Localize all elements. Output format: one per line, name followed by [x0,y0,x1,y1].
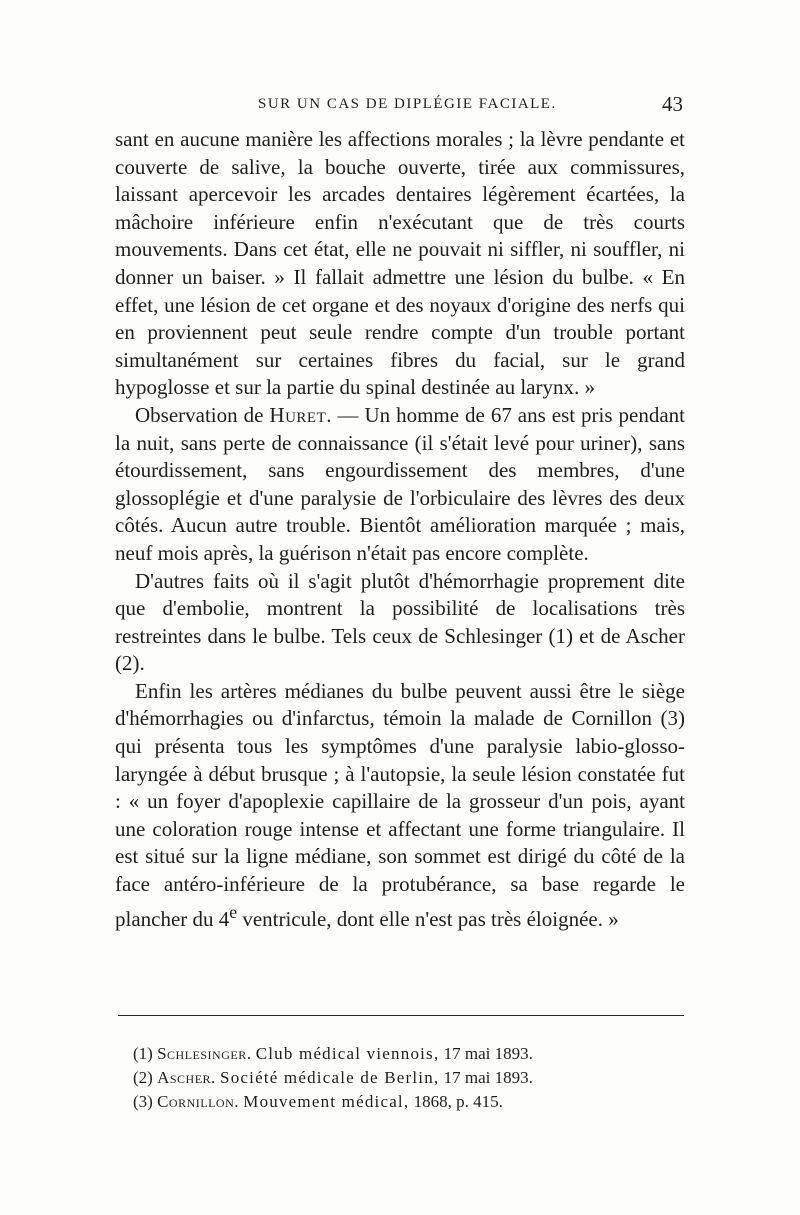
page-number: 43 [662,92,683,116]
footnote-divider [118,1015,684,1016]
footnote-author: Ascher. [157,1068,216,1087]
footnote-number: (2) [133,1068,153,1087]
footnote-source: Club médical viennois, [255,1044,440,1063]
footnote-author: Cornillon. [157,1092,239,1111]
footnote-date: 17 mai 1893. [443,1044,533,1063]
ordinal-superscript: e [229,901,238,922]
footnotes [133,1042,653,1114]
footnote-date: 1868, p. 415. [413,1092,503,1111]
page-header [115,92,685,120]
footnote-1 [133,1042,653,1066]
paragraph-4-text-a: Enfin les artères médianes du bulbe peuvent aussi être le siège d'hémorrhagies ou d'infarctus, témoin la malade de Cornillon (3) qui présenta tous les symptômes d'une paralysie labio-glosso-laryngée à début brusque ; à l'autopsie, la seule lésion constatée fut : « un foyer d'apoplexie capillaire de la grosseur d'un pois, ayant une coloration rouge intense et affectant une forme triangulaire. Il est situé sur la ligne médiane, son sommet est dirigé du côté de la face antéro-inférieure de la protubérance, sa base regarde le plancher du 4 [115,678,685,931]
footnote-number: (1) [133,1044,153,1063]
running-title: SUR UN CAS DE DIPLÉGIE FACIALE. [258,96,557,112]
paragraph-2-lead: Observation de [135,402,264,427]
paragraph-1: sant en aucune manière les affections morales ; la lèvre pendante et couverte de salive, la bouche ouverte, tirée aux commissures, laissant apercevoir les arcades dentaires légèrement écartées, la mâchoire inférieure enfin n'exécutant que de très courts mouvements. Dans cet état, elle ne pouvait ni siffler, ni souffler, ni donner un baiser. » Il fallait admettre une lésion du bulbe. « En effet, une lésion de cet organe et des noyaux d'origine des nerfs qui en proviennent peut seule rendre compte d'un trouble portant simultanément sur certaines fibres du facial, sur le grand hypoglosse et sur la partie du spinal destinée au larynx. » [115,127,685,400]
footnote-author: Schlesinger. [157,1044,252,1063]
author-name-huret: Huret [269,402,327,427]
footnote-3 [133,1090,653,1114]
footnote-2 [133,1066,653,1090]
footnote-number: (3) [133,1092,153,1111]
paragraph-2-rest: . — Un homme de 67 ans est pris pendant la nuit, sans perte de connaissance (il s'était levé pour uriner), sans étourdissement, sans engourdissement des membres, d'une glossoplégie et d'une paralysie de l'orbiculaire des lèvres des deux côtés. Aucun autre trouble. Bientôt amélioration marquée ; mais, neuf mois après, la guérison n'était pas encore complète. [115,402,686,565]
footnote-source: Mouvement médical, [243,1092,410,1111]
paragraph-4 [115,678,685,933]
body-text [115,126,685,933]
paragraph-3: D'autres faits où il s'agit plutôt d'hémorrhagie proprement dite que d'embolie, montrent la possibilité de localisations très restreintes dans le bulbe. Tels ceux de Schlesinger (1) et de Ascher (2). [115,568,685,676]
paragraph-4-text-b: ventricule, dont elle n'est pas très éloignée. » [237,906,619,931]
paragraph-2 [115,402,685,568]
footnote-date: 17 mai 1893. [443,1068,533,1087]
footnote-source: Société médicale de Berlin, [220,1068,440,1087]
